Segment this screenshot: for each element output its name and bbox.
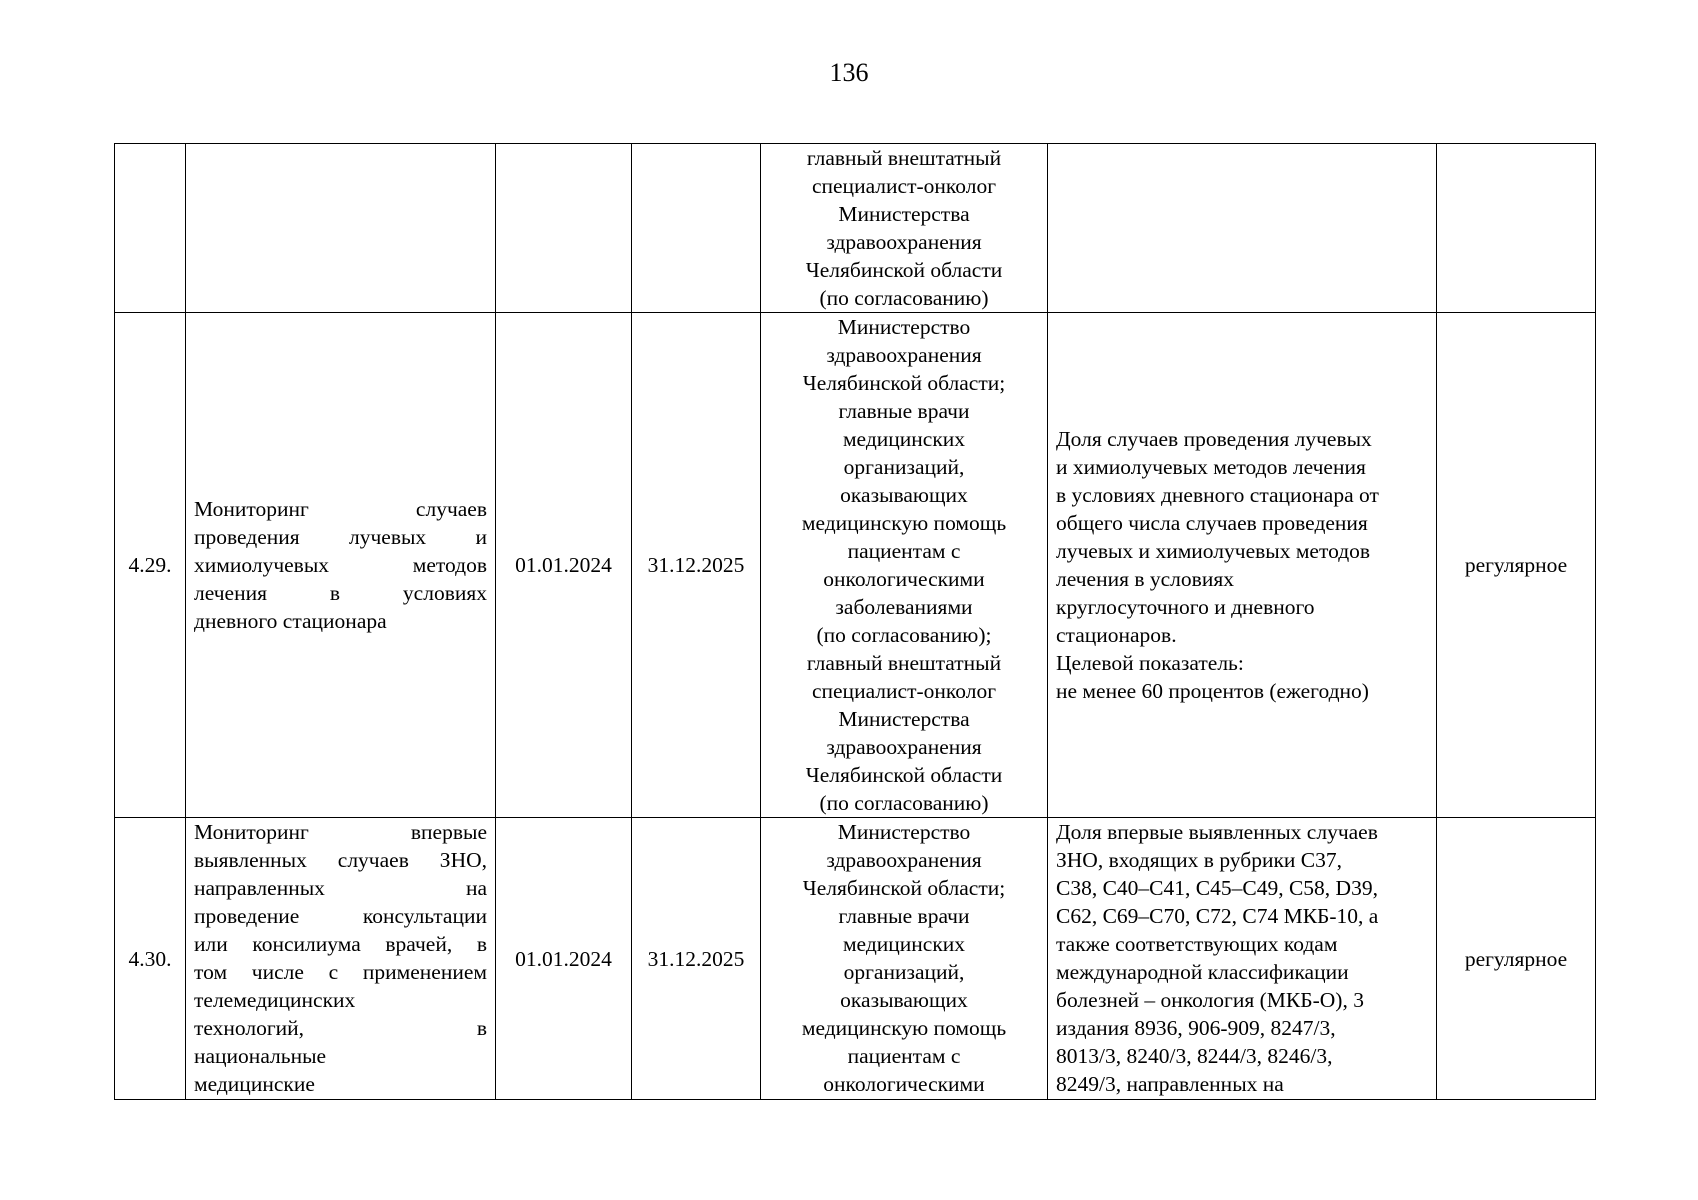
end-date: 31.12.2025	[632, 818, 761, 1100]
responsible-line: (по согласованию)	[819, 791, 989, 815]
responsible-cell	[761, 818, 1048, 1100]
responsible-line: (по согласованию)	[819, 286, 989, 310]
periodicity-cell	[1437, 144, 1596, 313]
activities-table	[114, 143, 1596, 1100]
indicator-line: лечения в условиях	[1056, 567, 1234, 591]
activity-line: национальные	[194, 1044, 327, 1068]
activity-line: медицинские	[194, 1072, 315, 1096]
start-date	[496, 144, 632, 313]
responsible-line: организаций,	[843, 960, 965, 984]
responsible-line: Челябинской области	[805, 258, 1003, 282]
activity-line: или консилиума врачей, в	[194, 932, 487, 956]
row-number: 4.29.	[115, 313, 186, 818]
responsible-line: Челябинской области;	[802, 876, 1006, 900]
responsible-line: медицинских	[842, 932, 966, 956]
indicator-line: стационаров.	[1056, 623, 1177, 647]
periodicity-cell: регулярное	[1437, 818, 1596, 1100]
indicator-line: болезней – онкология (МКБ-О), 3	[1056, 988, 1364, 1012]
row-number: 4.30.	[115, 818, 186, 1100]
activity-cell	[186, 144, 496, 313]
indicator-line: издания 8936, 906-909, 8247/3,	[1056, 1016, 1336, 1040]
row-number	[115, 144, 186, 313]
table-row	[115, 144, 1596, 313]
indicator-cell	[1048, 818, 1437, 1100]
indicator-line: С62, С69–С70, С72, С74 МКБ-10, а	[1056, 904, 1379, 928]
activity-line: химиолучевых методов	[194, 553, 487, 577]
start-date: 01.01.2024	[496, 313, 632, 818]
responsible-line: главные врачи	[838, 399, 970, 423]
responsible-line: главный внештатный	[806, 651, 1002, 675]
indicator-cell	[1048, 313, 1437, 818]
responsible-line: главные врачи	[838, 904, 970, 928]
indicator-line: лучевых и химиолучевых методов	[1056, 539, 1371, 563]
activity-line: лечения в условиях	[194, 581, 487, 605]
end-date: 31.12.2025	[632, 313, 761, 818]
responsible-line: (по согласованию);	[816, 623, 992, 647]
table-row	[115, 818, 1596, 1100]
responsible-line: специалист-онколог	[811, 174, 997, 198]
activity-line: проведение консультации	[194, 904, 487, 928]
responsible-line: онкологическими	[823, 567, 985, 591]
periodicity-cell: регулярное	[1437, 313, 1596, 818]
page-number: 136	[829, 58, 869, 87]
responsible-line: медицинскую помощь	[801, 1016, 1007, 1040]
responsible-line: заболеваниями	[835, 595, 973, 619]
activity-cell	[186, 818, 496, 1100]
activity-line: том числе с применением	[194, 960, 487, 984]
responsible-line: здравоохранения	[826, 230, 982, 254]
end-date	[632, 144, 761, 313]
indicator-line: общего числа случаев проведения	[1056, 511, 1368, 535]
indicator-line: ЗНО, входящих в рубрики С37,	[1056, 848, 1342, 872]
responsible-line: медицинскую помощь	[801, 511, 1007, 535]
responsible-line: организаций,	[843, 455, 965, 479]
indicator-line: международной классификации	[1056, 960, 1349, 984]
indicator-line: Доля случаев проведения лучевых	[1056, 427, 1372, 451]
start-date: 01.01.2024	[496, 818, 632, 1100]
indicator-line: также соответствующих кодам	[1056, 932, 1338, 956]
responsible-line: онкологическими	[823, 1072, 985, 1096]
indicator-line: круглосуточного и дневного	[1056, 595, 1315, 619]
indicator-line: в условиях дневного стационара от	[1056, 483, 1379, 507]
indicator-line: С38, С40–С41, С45–С49, С58, D39,	[1056, 876, 1378, 900]
responsible-line: пациентам с	[847, 539, 961, 563]
activity-line: Мониторинг случаев	[194, 497, 487, 521]
indicator-line: Доля впервые выявленных случаев	[1056, 820, 1378, 844]
responsible-line: оказывающих	[840, 988, 968, 1012]
indicator-line: 8013/3, 8240/3, 8244/3, 8246/3,	[1056, 1044, 1333, 1068]
activity-cell	[186, 313, 496, 818]
responsible-cell	[761, 313, 1048, 818]
indicator-line: Целевой показатель:	[1056, 651, 1244, 675]
activity-line: проведения лучевых и	[194, 525, 487, 549]
responsible-line: медицинских	[842, 427, 966, 451]
activity-line: Мониторинг впервые	[194, 820, 487, 844]
activity-line: телемедицинских	[194, 988, 356, 1012]
responsible-line: главный внештатный	[806, 146, 1002, 170]
responsible-line: Челябинской области	[805, 763, 1003, 787]
table-row	[115, 313, 1596, 818]
responsible-line: Министерство	[837, 820, 971, 844]
responsible-cell	[761, 144, 1048, 313]
activity-line: технологий, в	[194, 1016, 487, 1040]
responsible-line: Министерства	[838, 202, 970, 226]
responsible-line: Челябинской области;	[802, 371, 1006, 395]
activity-line: выявленных случаев ЗНО,	[194, 848, 487, 872]
activity-line: дневного стационара	[194, 609, 387, 633]
indicator-line: не менее 60 процентов (ежегодно)	[1056, 679, 1369, 703]
responsible-line: специалист-онколог	[811, 679, 997, 703]
responsible-line: оказывающих	[840, 483, 968, 507]
indicator-line: 8249/3, направленных на	[1056, 1072, 1284, 1096]
indicator-cell	[1048, 144, 1437, 313]
responsible-line: здравоохранения	[826, 343, 982, 367]
responsible-line: Министерства	[838, 707, 970, 731]
responsible-line: Министерство	[837, 315, 971, 339]
activity-line: направленных на	[194, 876, 487, 900]
responsible-line: здравоохранения	[826, 848, 982, 872]
responsible-line: пациентам с	[847, 1044, 961, 1068]
responsible-line: здравоохранения	[826, 735, 982, 759]
indicator-line: и химиолучевых методов лечения	[1056, 455, 1366, 479]
